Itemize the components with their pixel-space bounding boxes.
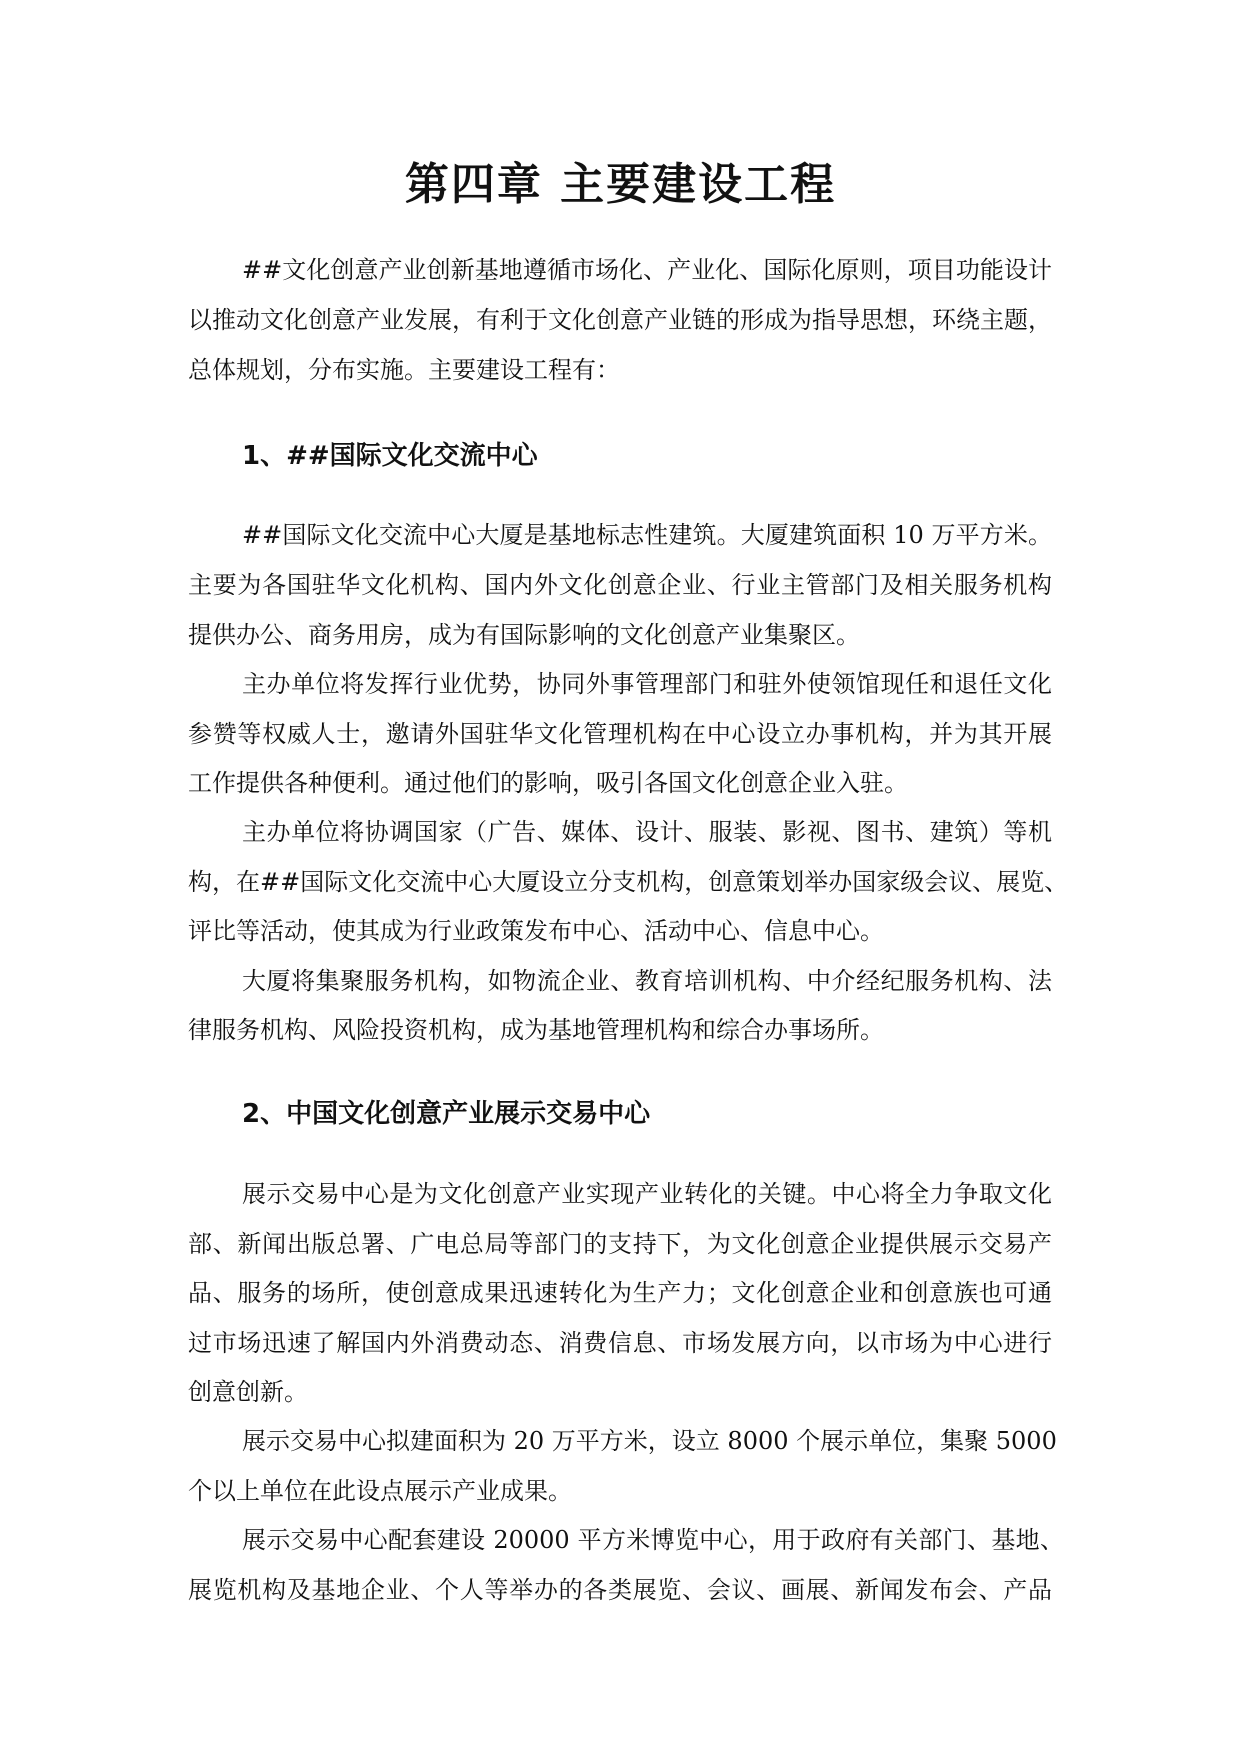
body-line: 过市场迅速了解国内外消费动态、消费信息、市场发展方向，以市场为中心进行 bbox=[188, 1329, 1052, 1357]
body-line: 主办单位将协调国家（广告、媒体、设计、服装、影视、图书、建筑）等机 bbox=[242, 818, 1052, 846]
chapter-title: 第四章 主要建设工程 bbox=[404, 159, 837, 210]
body-line: 品、服务的场所，使创意成果迅速转化为生产力；文化创意企业和创意族也可通 bbox=[188, 1279, 1052, 1307]
body-line: 提供办公、商务用房，成为有国际影响的文化创意产业集聚区。 bbox=[188, 621, 860, 649]
body-line: 创意创新。 bbox=[188, 1378, 308, 1406]
body-line: 展示交易中心是为文化创意产业实现产业转化的关键。中心将全力争取文化 bbox=[242, 1180, 1052, 1208]
body-line: 部、新闻出版总署、广电总局等部门的支持下，为文化创意企业提供展示交易产 bbox=[188, 1230, 1052, 1258]
body-line: 工作提供各种便利。通过他们的影响，吸引各国文化创意企业入驻。 bbox=[188, 769, 908, 797]
body-line: 个以上单位在此设点展示产业成果。 bbox=[188, 1477, 572, 1505]
body-line: 展览机构及基地企业、个人等举办的各类展览、会议、画展、新闻发布会、产品 bbox=[188, 1576, 1052, 1604]
body-line: 大厦将集聚服务机构，如物流企业、教育培训机构、中介经纪服务机构、法 bbox=[242, 967, 1052, 995]
body-line: 评比等活动，使其成为行业政策发布中心、活动中心、信息中心。 bbox=[188, 917, 884, 945]
intro-line: 总体规划，分布实施。主要建设工程有： bbox=[188, 356, 620, 384]
intro-line: ##文化创意产业创新基地遵循市场化、产业化、国际化原则，项目功能设计 bbox=[242, 256, 1052, 284]
body-line: ##国际文化交流中心大厦是基地标志性建筑。大厦建筑面积 10 万平方米。 bbox=[242, 521, 1052, 549]
body-line: 律服务机构、风险投资机构，成为基地管理机构和综合办事场所。 bbox=[188, 1016, 884, 1044]
section-heading: 1、##国际文化交流中心 bbox=[242, 441, 538, 471]
body-line: 主办单位将发挥行业优势，协同外事管理部门和驻外使领馆现任和退任文化 bbox=[242, 670, 1052, 698]
intro-line: 以推动文化创意产业发展，有利于文化创意产业链的形成为指导思想，环绕主题， bbox=[188, 306, 1052, 334]
section-heading: 2、中国文化创意产业展示交易中心 bbox=[242, 1099, 651, 1129]
body-line: 参赞等权威人士，邀请外国驻华文化管理机构在中心设立办事机构，并为其开展 bbox=[188, 720, 1052, 748]
body-line: 主要为各国驻华文化机构、国内外文化创意企业、行业主管部门及相关服务机构 bbox=[188, 571, 1052, 599]
body-line: 构，在##国际文化交流中心大厦设立分支机构，创意策划举办国家级会议、展览、 bbox=[188, 868, 1069, 896]
body-line: 展示交易中心配套建设 20000 平方米博览中心，用于政府有关部门、基地、 bbox=[242, 1526, 1064, 1554]
body-line: 展示交易中心拟建面积为 20 万平方米，设立 8000 个展示单位，集聚 5000 bbox=[242, 1427, 1057, 1455]
